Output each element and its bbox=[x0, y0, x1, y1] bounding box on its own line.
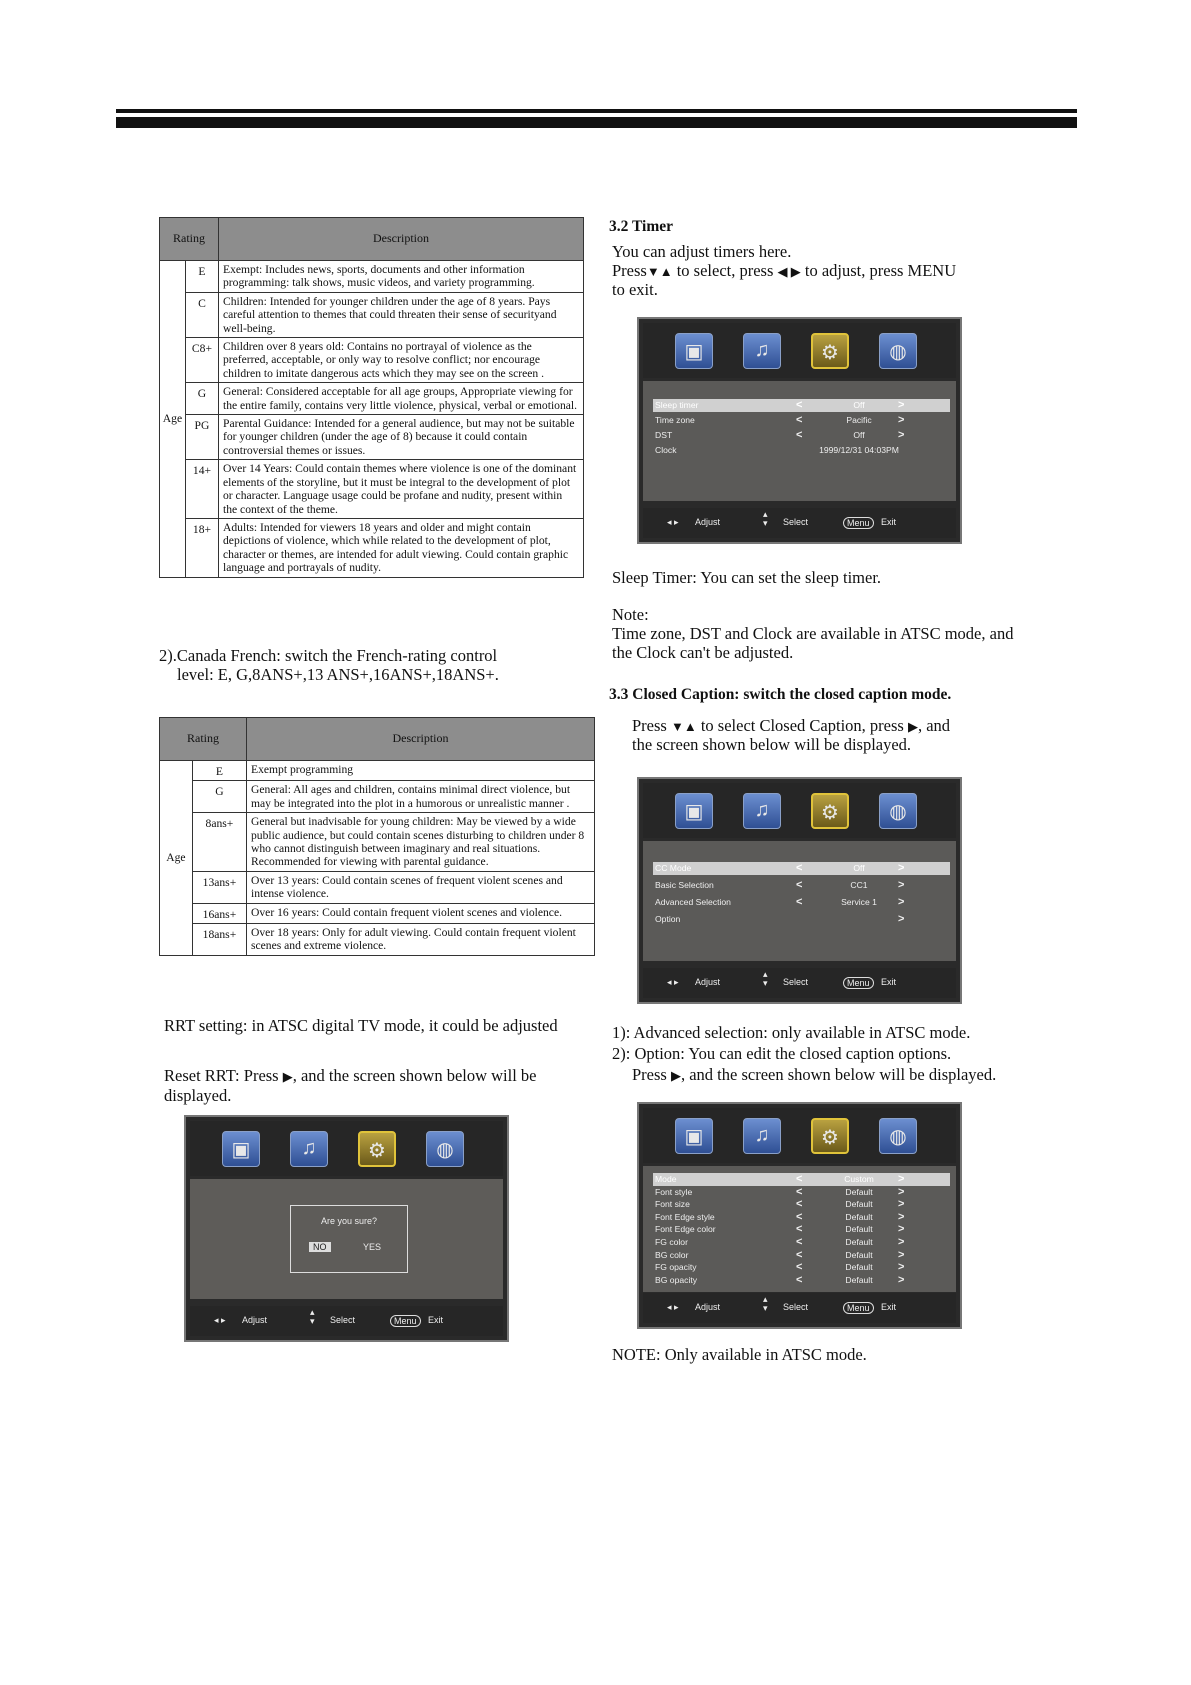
osd-row-label: Basic Selection bbox=[655, 880, 714, 890]
timer-line2: Press▼▲ to select, press ◀ ▶ to adjust, press MENU bbox=[612, 261, 957, 280]
osd-footer bbox=[643, 968, 956, 998]
rating-row bbox=[160, 383, 584, 415]
rating-code: 13ans+ bbox=[192, 871, 246, 903]
menu-label: Menu bbox=[390, 1315, 421, 1327]
chevron-right-icon[interactable]: > bbox=[898, 1273, 905, 1286]
chevron-right-icon[interactable]: > bbox=[898, 1223, 905, 1236]
select-label: Select bbox=[783, 1302, 809, 1312]
rating-row bbox=[160, 261, 584, 293]
rating-code: 18ans+ bbox=[192, 924, 246, 956]
select-label: Select bbox=[783, 517, 809, 527]
osd-menu-row[interactable] bbox=[653, 1173, 950, 1186]
age-label: Age bbox=[160, 761, 193, 956]
rating-row bbox=[160, 813, 595, 872]
menu-label: Menu bbox=[843, 517, 874, 529]
osd-row-label: DST bbox=[655, 430, 673, 440]
osd-row-value: 1999/12/31 04:03PM bbox=[819, 445, 899, 455]
osd-row-label: Sleep timer bbox=[655, 400, 699, 410]
chevron-left-icon[interactable]: < bbox=[796, 1273, 803, 1286]
select-label: Select bbox=[330, 1315, 356, 1325]
chevron-left-icon[interactable]: < bbox=[796, 414, 803, 426]
osd-menu-row[interactable] bbox=[653, 1211, 950, 1224]
menu-label: Menu bbox=[843, 977, 874, 989]
down-up-triangle-icon: ▼▲ bbox=[646, 264, 673, 279]
osd-row-label: BG opacity bbox=[655, 1274, 698, 1285]
exit-label: Exit bbox=[881, 517, 897, 527]
setup-icon[interactable]: ⚙ bbox=[811, 793, 849, 829]
cc-line2: the screen shown below will be displayed. bbox=[632, 735, 912, 754]
osd-row-value: Default bbox=[845, 1262, 873, 1273]
chevron-left-icon[interactable]: < bbox=[796, 1223, 803, 1236]
chevron-left-icon[interactable]: < bbox=[796, 1236, 803, 1248]
globe-icon[interactable]: ◍ bbox=[879, 1118, 917, 1154]
rating-code: PG bbox=[185, 415, 218, 460]
osd-row-label: FG opacity bbox=[655, 1262, 697, 1273]
rating-description: Parental Guidance: Intended for a general audience, but may not be suitable for younger children (under the age of 8) because it could contain controversial themes or issues. bbox=[219, 415, 584, 460]
osd-menu-row[interactable] bbox=[653, 913, 950, 926]
osd-menu-row[interactable] bbox=[653, 1186, 950, 1199]
osd-row-value: Off bbox=[853, 863, 865, 873]
adjust-label: Adjust bbox=[242, 1315, 268, 1325]
chevron-right-icon[interactable]: > bbox=[898, 1185, 905, 1198]
osd-cc-option bbox=[637, 1102, 962, 1329]
setup-icon[interactable]: ⚙ bbox=[358, 1131, 396, 1167]
osd-icon-bar bbox=[643, 1108, 956, 1163]
rating-description: Children: Intended for younger children under the age of 8 years. Pays careful attention to themes that could threaten their sense of securityand well-being. bbox=[219, 292, 584, 337]
osd-footer bbox=[643, 508, 956, 538]
adjust-label: Adjust bbox=[695, 1302, 721, 1312]
left-right-arrow-icon: ◂ ▸ bbox=[667, 977, 679, 987]
age-label: Age bbox=[160, 261, 186, 578]
rating-code: G bbox=[192, 781, 246, 813]
no-button[interactable]: NO bbox=[309, 1242, 331, 1252]
rrt-setting-text: RRT setting: in ATSC digital TV mode, it could be adjusted bbox=[164, 1016, 558, 1035]
osd-row-value: Default bbox=[845, 1199, 873, 1210]
osd-row-label: Time zone bbox=[655, 415, 695, 425]
left-right-triangle-icon: ◀ ▶ bbox=[777, 264, 801, 279]
sleep-timer-note: Sleep Timer: You can set the sleep timer. bbox=[612, 568, 882, 587]
globe-icon[interactable]: ◍ bbox=[879, 793, 917, 829]
chevron-right-icon[interactable]: > bbox=[898, 1198, 905, 1211]
right-triangle-icon: ▶ bbox=[670, 1068, 681, 1083]
canada-french-line2: level: E, G,8ANS+,13 ANS+,16ANS+,18ANS+. bbox=[177, 665, 499, 684]
left-right-arrow-icon: ◂ ▸ bbox=[667, 517, 679, 527]
reset-rrt-text: Reset RRT: Press ▶, and the screen shown below will be displayed. bbox=[164, 1066, 537, 1105]
osd-row-value: Custom bbox=[844, 1174, 874, 1184]
chevron-right-icon[interactable]: > bbox=[898, 399, 905, 411]
chevron-right-icon[interactable]: > bbox=[898, 429, 905, 441]
osd-row-value: Default bbox=[845, 1274, 873, 1285]
osd-footer bbox=[643, 1293, 956, 1323]
cc-note1: 1): Advanced selection: only available in ATSC mode. bbox=[612, 1023, 971, 1042]
rating-row bbox=[160, 415, 584, 460]
chevron-left-icon[interactable]: < bbox=[796, 1210, 803, 1223]
rating-row bbox=[160, 338, 584, 383]
chevron-left-icon[interactable]: < bbox=[796, 862, 803, 874]
audio-icon[interactable]: ♫ bbox=[290, 1131, 328, 1167]
rating-header: Rating bbox=[160, 218, 219, 261]
osd-closed-caption bbox=[637, 777, 962, 1004]
osd-menu-row[interactable] bbox=[653, 1249, 950, 1262]
osd-menu-row[interactable] bbox=[653, 896, 950, 909]
down-up-triangle-icon: ▼▲ bbox=[670, 719, 697, 734]
us-rating-table bbox=[159, 217, 584, 578]
rating-row bbox=[160, 761, 595, 781]
chevron-right-icon[interactable]: > bbox=[898, 1261, 905, 1274]
rating-code: G bbox=[185, 383, 218, 415]
rating-description: Children over 8 years old: Contains no portrayal of violence as the preferred, acceptable, or only way to resolve conflict; nor encourage children to imitate dangerous acts which they may see on the screen . bbox=[219, 338, 584, 383]
osd-row-value: Default bbox=[845, 1224, 873, 1235]
osd-menu-row[interactable] bbox=[653, 414, 950, 427]
osd-row-value: Default bbox=[845, 1249, 873, 1260]
right-triangle-icon: ▶ bbox=[282, 1069, 293, 1084]
chevron-right-icon[interactable]: > bbox=[898, 1236, 905, 1248]
left-right-arrow-icon: ◂ ▸ bbox=[214, 1315, 226, 1325]
osd-menu-row[interactable] bbox=[653, 1261, 950, 1274]
osd-row-label: Font size bbox=[655, 1199, 690, 1210]
closed-caption-heading: 3.3 Closed Caption: switch the closed caption mode. bbox=[609, 686, 952, 703]
chevron-left-icon[interactable]: < bbox=[796, 1173, 803, 1185]
osd-row-value: Default bbox=[845, 1211, 873, 1222]
rating-code: C bbox=[185, 292, 218, 337]
rating-code: 16ans+ bbox=[192, 903, 246, 923]
rating-description: Over 16 years: Could contain frequent violent scenes and violence. bbox=[247, 903, 595, 923]
osd-icon-bar bbox=[643, 783, 956, 838]
final-note: NOTE: Only available in ATSC mode. bbox=[612, 1345, 867, 1364]
chevron-right-icon[interactable]: > bbox=[898, 913, 905, 925]
exit-label: Exit bbox=[881, 977, 897, 987]
chevron-right-icon[interactable]: > bbox=[898, 414, 905, 426]
chevron-right-icon[interactable]: > bbox=[898, 862, 905, 874]
up-down-arrow-icon: ▴ ▾ bbox=[763, 509, 768, 528]
rating-description: Adults: Intended for viewers 18 years and older and might contain depictions of violence, which while related to the development of plot, character or themes, are intended for adult viewing. Could contain graphic language and portrayals of nudity. bbox=[219, 518, 584, 577]
audio-icon[interactable]: ♫ bbox=[743, 333, 781, 369]
osd-menu-row[interactable] bbox=[653, 444, 950, 457]
timer-line1: You can adjust timers here. bbox=[612, 242, 792, 261]
osd-menu-row[interactable] bbox=[653, 429, 950, 442]
confirm-question: Are you sure? bbox=[320, 1216, 378, 1226]
description-header: Description bbox=[219, 218, 584, 261]
exit-label: Exit bbox=[428, 1315, 444, 1325]
note-title: Note: bbox=[612, 605, 649, 624]
exit-label: Exit bbox=[881, 1302, 897, 1312]
up-down-arrow-icon: ▴ ▾ bbox=[310, 1307, 315, 1326]
setup-icon[interactable]: ⚙ bbox=[811, 333, 849, 369]
chevron-right-icon[interactable]: > bbox=[898, 1173, 905, 1185]
canada-french-line1: 2).Canada French: switch the French-rating control bbox=[159, 646, 498, 665]
yes-button[interactable]: YES bbox=[363, 1242, 382, 1252]
chevron-left-icon[interactable]: < bbox=[796, 1248, 803, 1261]
osd-menu-row[interactable] bbox=[653, 879, 950, 892]
rating-row bbox=[160, 518, 584, 577]
osd-row-label: Clock bbox=[655, 445, 677, 455]
osd-row-label: Font style bbox=[655, 1186, 693, 1197]
rating-code: E bbox=[185, 261, 218, 293]
osd-row-label: Advanced Selection bbox=[655, 897, 731, 907]
audio-icon[interactable]: ♫ bbox=[743, 793, 781, 829]
cc-note3: Press ▶, and the screen shown below will be displayed. bbox=[632, 1065, 997, 1084]
osd-row-value: Off bbox=[853, 430, 865, 440]
picture-icon[interactable]: ▣ bbox=[675, 1118, 713, 1154]
adjust-label: Adjust bbox=[695, 977, 721, 987]
osd-footer bbox=[190, 1306, 503, 1336]
rating-row bbox=[160, 781, 595, 813]
rating-row bbox=[160, 871, 595, 903]
description-header-2: Description bbox=[247, 718, 595, 761]
picture-icon[interactable]: ▣ bbox=[222, 1131, 260, 1167]
osd-row-value: CC1 bbox=[850, 880, 868, 890]
osd-row-value: Pacific bbox=[846, 415, 872, 425]
up-down-arrow-icon: ▴ ▾ bbox=[763, 1294, 768, 1313]
rating-description: General: All ages and children, contains minimal direct violence, but may be integrated into the plot in a humorous or unrealistic manner . bbox=[247, 781, 595, 813]
osd-row-value: Off bbox=[853, 400, 865, 410]
rating-row bbox=[160, 292, 584, 337]
osd-menu-row[interactable] bbox=[653, 1274, 950, 1287]
picture-icon[interactable]: ▣ bbox=[675, 333, 713, 369]
chevron-left-icon[interactable]: < bbox=[796, 879, 803, 891]
osd-icon-bar bbox=[643, 323, 956, 378]
cc-note2: 2): Option: You can edit the closed caption options. bbox=[612, 1044, 952, 1063]
left-right-arrow-icon: ◂ ▸ bbox=[667, 1302, 679, 1312]
osd-menu-row[interactable] bbox=[653, 1198, 950, 1211]
osd-menu-row[interactable] bbox=[653, 862, 950, 875]
rating-description: Over 13 years: Could contain scenes of frequent violent scenes and intense violence. bbox=[247, 871, 595, 903]
osd-menu-row[interactable] bbox=[653, 399, 950, 412]
rating-header-2: Rating bbox=[160, 718, 247, 761]
audio-icon[interactable]: ♫ bbox=[743, 1118, 781, 1154]
osd-row-value: Default bbox=[845, 1237, 873, 1247]
adjust-label: Adjust bbox=[695, 517, 721, 527]
rating-code: 14+ bbox=[185, 460, 218, 519]
cc-line1: Press ▼▲ to select Closed Caption, press ▶, and bbox=[632, 716, 951, 735]
osd-row-value: Service 1 bbox=[841, 897, 877, 907]
timer-heading: 3.2 Timer bbox=[609, 218, 674, 235]
rating-code: C8+ bbox=[185, 338, 218, 383]
setup-icon[interactable]: ⚙ bbox=[811, 1118, 849, 1154]
picture-icon[interactable]: ▣ bbox=[675, 793, 713, 829]
menu-label: Menu bbox=[843, 1302, 874, 1314]
osd-row-label: CC Mode bbox=[655, 863, 692, 873]
osd-row-label: BG color bbox=[655, 1249, 689, 1260]
rating-description: Over 18 years: Only for adult viewing. Could contain frequent violent scenes and extreme violence. bbox=[247, 924, 595, 956]
rating-description: General but inadvisable for young children: May be viewed by a wide public audience, but could contain scenes disturbing to children under 8 who cannot distinguish between imaginary and real situations. Recommended for viewing with parental guidance. bbox=[247, 813, 595, 872]
rating-row bbox=[160, 460, 584, 519]
rating-description: Over 14 Years: Could contain themes where violence is one of the dominant elements of the storyline, but it must be integral to the development of plot or character. Language usage could be profane and nudity, present within the context of the theme. bbox=[219, 460, 584, 519]
rating-description: Exempt programming bbox=[247, 761, 595, 781]
chevron-left-icon[interactable]: < bbox=[796, 399, 803, 411]
osd-menu-row[interactable] bbox=[653, 1236, 950, 1249]
rating-description: General: Considered acceptable for all age groups, Appropriate viewing for the entire family, contains very little violence, physical, verbal or emotional. bbox=[219, 383, 584, 415]
osd-row-label: FG color bbox=[655, 1237, 688, 1247]
chevron-left-icon[interactable]: < bbox=[796, 429, 803, 441]
osd-row-value: Default bbox=[845, 1186, 873, 1197]
chevron-right-icon[interactable]: > bbox=[898, 879, 905, 891]
rating-code: E bbox=[192, 761, 246, 781]
canada-french-table bbox=[159, 717, 595, 956]
chevron-right-icon[interactable]: > bbox=[898, 896, 905, 908]
confirm-dialog bbox=[290, 1205, 408, 1273]
osd-timer bbox=[637, 317, 962, 544]
globe-icon[interactable]: ◍ bbox=[426, 1131, 464, 1167]
header-rule-thin bbox=[116, 109, 1077, 113]
chevron-left-icon[interactable]: < bbox=[796, 1261, 803, 1274]
osd-reset-rrt bbox=[184, 1115, 509, 1342]
osd-icon-bar bbox=[190, 1121, 503, 1176]
rating-description: Exempt: Includes news, sports, documents and other information programming: talk shows, music videos, and variety programming. bbox=[219, 261, 584, 293]
osd-menu-row[interactable] bbox=[653, 1223, 950, 1236]
osd-row-label: Font Edge style bbox=[655, 1211, 715, 1222]
osd-row-label: Font Edge color bbox=[655, 1224, 716, 1235]
select-label: Select bbox=[783, 977, 809, 987]
timer-line3: to exit. bbox=[612, 280, 658, 299]
rating-row bbox=[160, 924, 595, 956]
rating-code: 18+ bbox=[185, 518, 218, 577]
chevron-left-icon[interactable]: < bbox=[796, 1198, 803, 1211]
rating-code: 8ans+ bbox=[192, 813, 246, 872]
globe-icon[interactable]: ◍ bbox=[879, 333, 917, 369]
chevron-right-icon[interactable]: > bbox=[898, 1248, 905, 1261]
osd-row-label: Mode bbox=[655, 1174, 677, 1184]
chevron-right-icon[interactable]: > bbox=[898, 1210, 905, 1223]
rating-row bbox=[160, 903, 595, 923]
note-body: Time zone, DST and Clock are available in ATSC mode, and the Clock can't be adjusted. bbox=[612, 624, 1014, 662]
osd-row-label: Option bbox=[655, 914, 681, 924]
up-down-arrow-icon: ▴ ▾ bbox=[763, 969, 768, 988]
chevron-left-icon[interactable]: < bbox=[796, 1185, 803, 1198]
header-rule-thick bbox=[116, 117, 1077, 128]
right-triangle-icon: ▶ bbox=[907, 719, 918, 734]
chevron-left-icon[interactable]: < bbox=[796, 896, 803, 908]
